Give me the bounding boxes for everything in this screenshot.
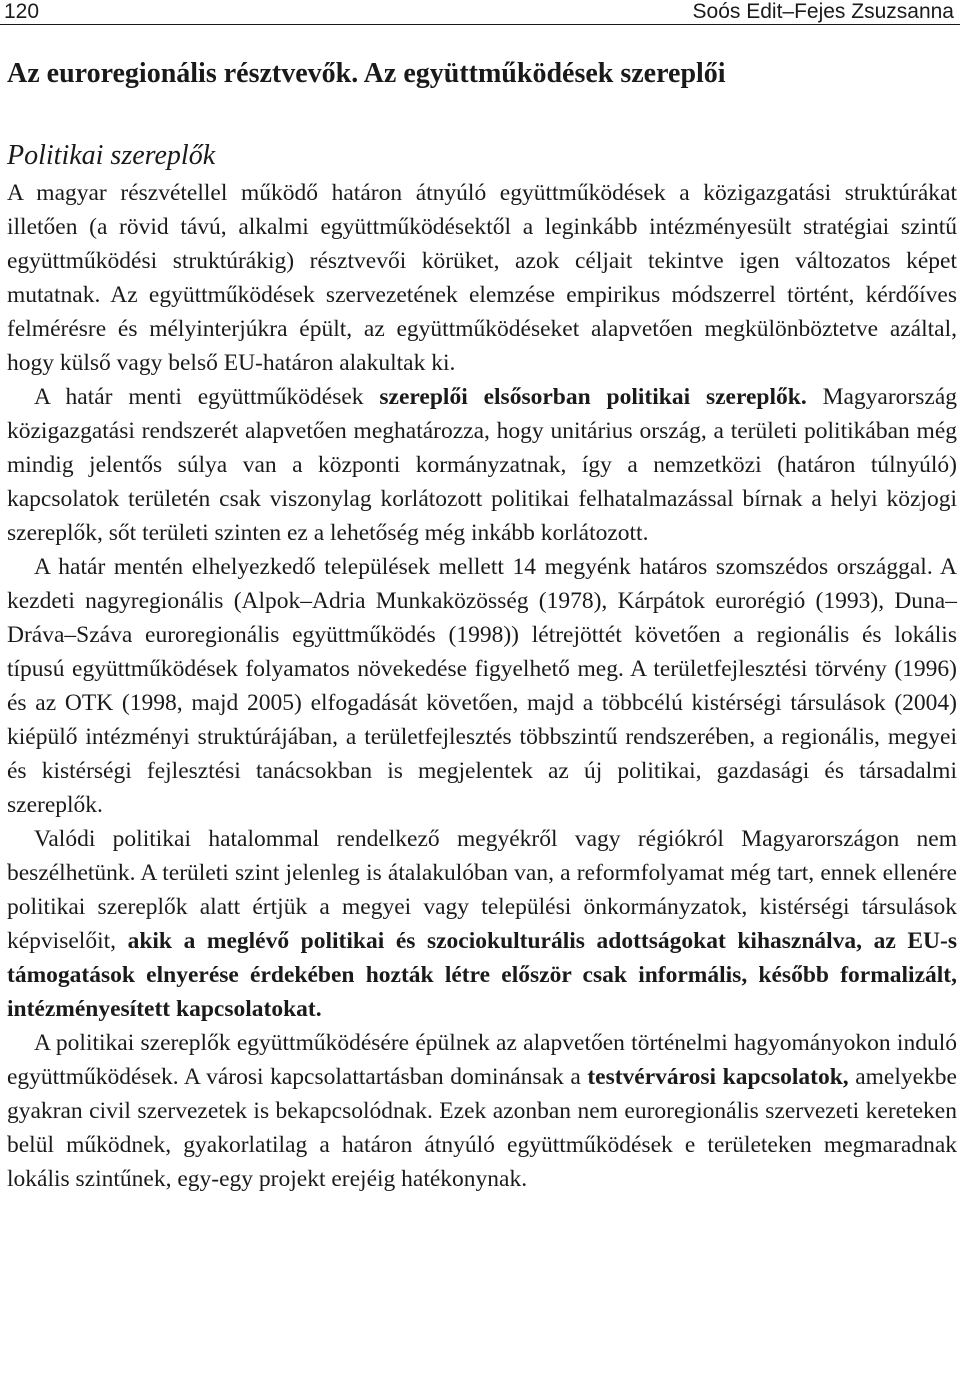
body-text xyxy=(7,176,957,1196)
section-title: Az euroregionális résztvevők. Az együttműködések szereplői xyxy=(7,58,726,89)
paragraph-text: A politikai szereplők együttműködésére épülnek az alapvetően történelmi hagyományokon induló együttműködések. A városi kapcsolattartásban dominánsak a xyxy=(7,1030,957,1090)
page-body xyxy=(7,56,957,1196)
paragraph-text: A határ menti együttműködések xyxy=(34,384,380,410)
paragraph-text: A határ mentén elhelyezkedő települések mellett 14 megyénk határos szomszédos országgal. A kezdeti nagyregionális (Alpok–Adria Munkaközösség (1978), Kárpátok eurorégió (1993), Duna–Dráva–Száva euroregionális együttműködés (1998)) létrejöttét követően a regionális és lokális típusú együttműködések folyamatos növekedése figyelhető meg. A területfejlesztési törvény (1996) és az OTK (1998, majd 2005) elfogadását követően, majd a többcélú kistérségi társulások (2004) kiépülő intézményi struktúrájában, a területfejlesztés többszintű rendszerében, a regionális, megyei és kistérségi fejlesztési tanácsokban is megjelentek az új politikai, gazdasági és társadalmi szereplők. xyxy=(7,554,957,818)
running-head-authors: Soós Edit–Fejes Zsuzsanna xyxy=(692,0,954,23)
emphasized-text: testvérvárosi kapcsolatok, xyxy=(587,1064,849,1090)
paragraph-text: A magyar részvétellel működő határon átnyúló együttműködések a közigazgatási struktúrákat illetően (a rövid távú, alkalmi együttműködésektől a leginkább intézményesült stratégiai szintű együttműködési struktúrákig) résztvevői körüket, azok céljait tekintve igen változatos képet mutatnak. Az együttműködések szervezetének elemzése empirikus módszerrel történt, kérdőíves felmérésre és mélyinterjúkra épült, az együttműködéseket alapvetően megkülönböztetve azáltal, hogy külső vagy belső EU-határon alakultak ki. xyxy=(7,180,957,376)
paragraph xyxy=(7,176,957,380)
paragraph-text: amelyekbe gyakran civil szervezetek is bekapcsolódnak. Ezek azonban nem euroregionális szervezeti kereteken belül működnek, gyakorlatilag a határon átnyúló együttműködések e területeken megmaradnak lokális szintűnek, egy-egy projekt erejéig hatékonynak. xyxy=(7,1064,957,1192)
emphasized-text: szereplői elsősorban politikai szereplők. xyxy=(379,384,807,410)
paragraph-text: Magyarország közigazgatási rendszerét alapvetően meghatározza, hogy unitárius ország, a területi politikában még mindig jelentős súlya van a központi kormányzatnak, így a nemzetközi (határon túlnyúló) kapcsolatok területén csak viszonylag korlátozott politikai felhatalmazással bírnak a helyi közjogi szereplők, sőt területi szinten ez a lehetőség még inkább korlátozott. xyxy=(7,384,957,546)
running-head xyxy=(0,0,960,25)
paragraph xyxy=(7,822,957,1026)
paragraph-text: Valódi politikai hatalommal rendelkező megyékről vagy régiókról Magyarországon nem beszélhetünk. A területi szint jelenleg is átalakulóban van, a reformfolyamat még tart, ennek ellenére politikai szereplők alatt értjük a megyei vagy települési önkormányzatok, kistérségi társulások képviselőit, xyxy=(7,826,957,954)
paragraph xyxy=(7,550,957,822)
subsection-title: Politikai szereplők xyxy=(7,140,216,171)
paragraph xyxy=(7,1026,957,1196)
paragraph xyxy=(7,380,957,550)
page-number: 120 xyxy=(4,0,40,23)
emphasized-text: akik a meglévő politikai és szociokulturális adottságokat kihasználva, az EU-s támogatások elnyerése érdekében hozták létre először csak informális, később formalizált, intézményesített kapcsolatokat. xyxy=(7,928,957,1022)
